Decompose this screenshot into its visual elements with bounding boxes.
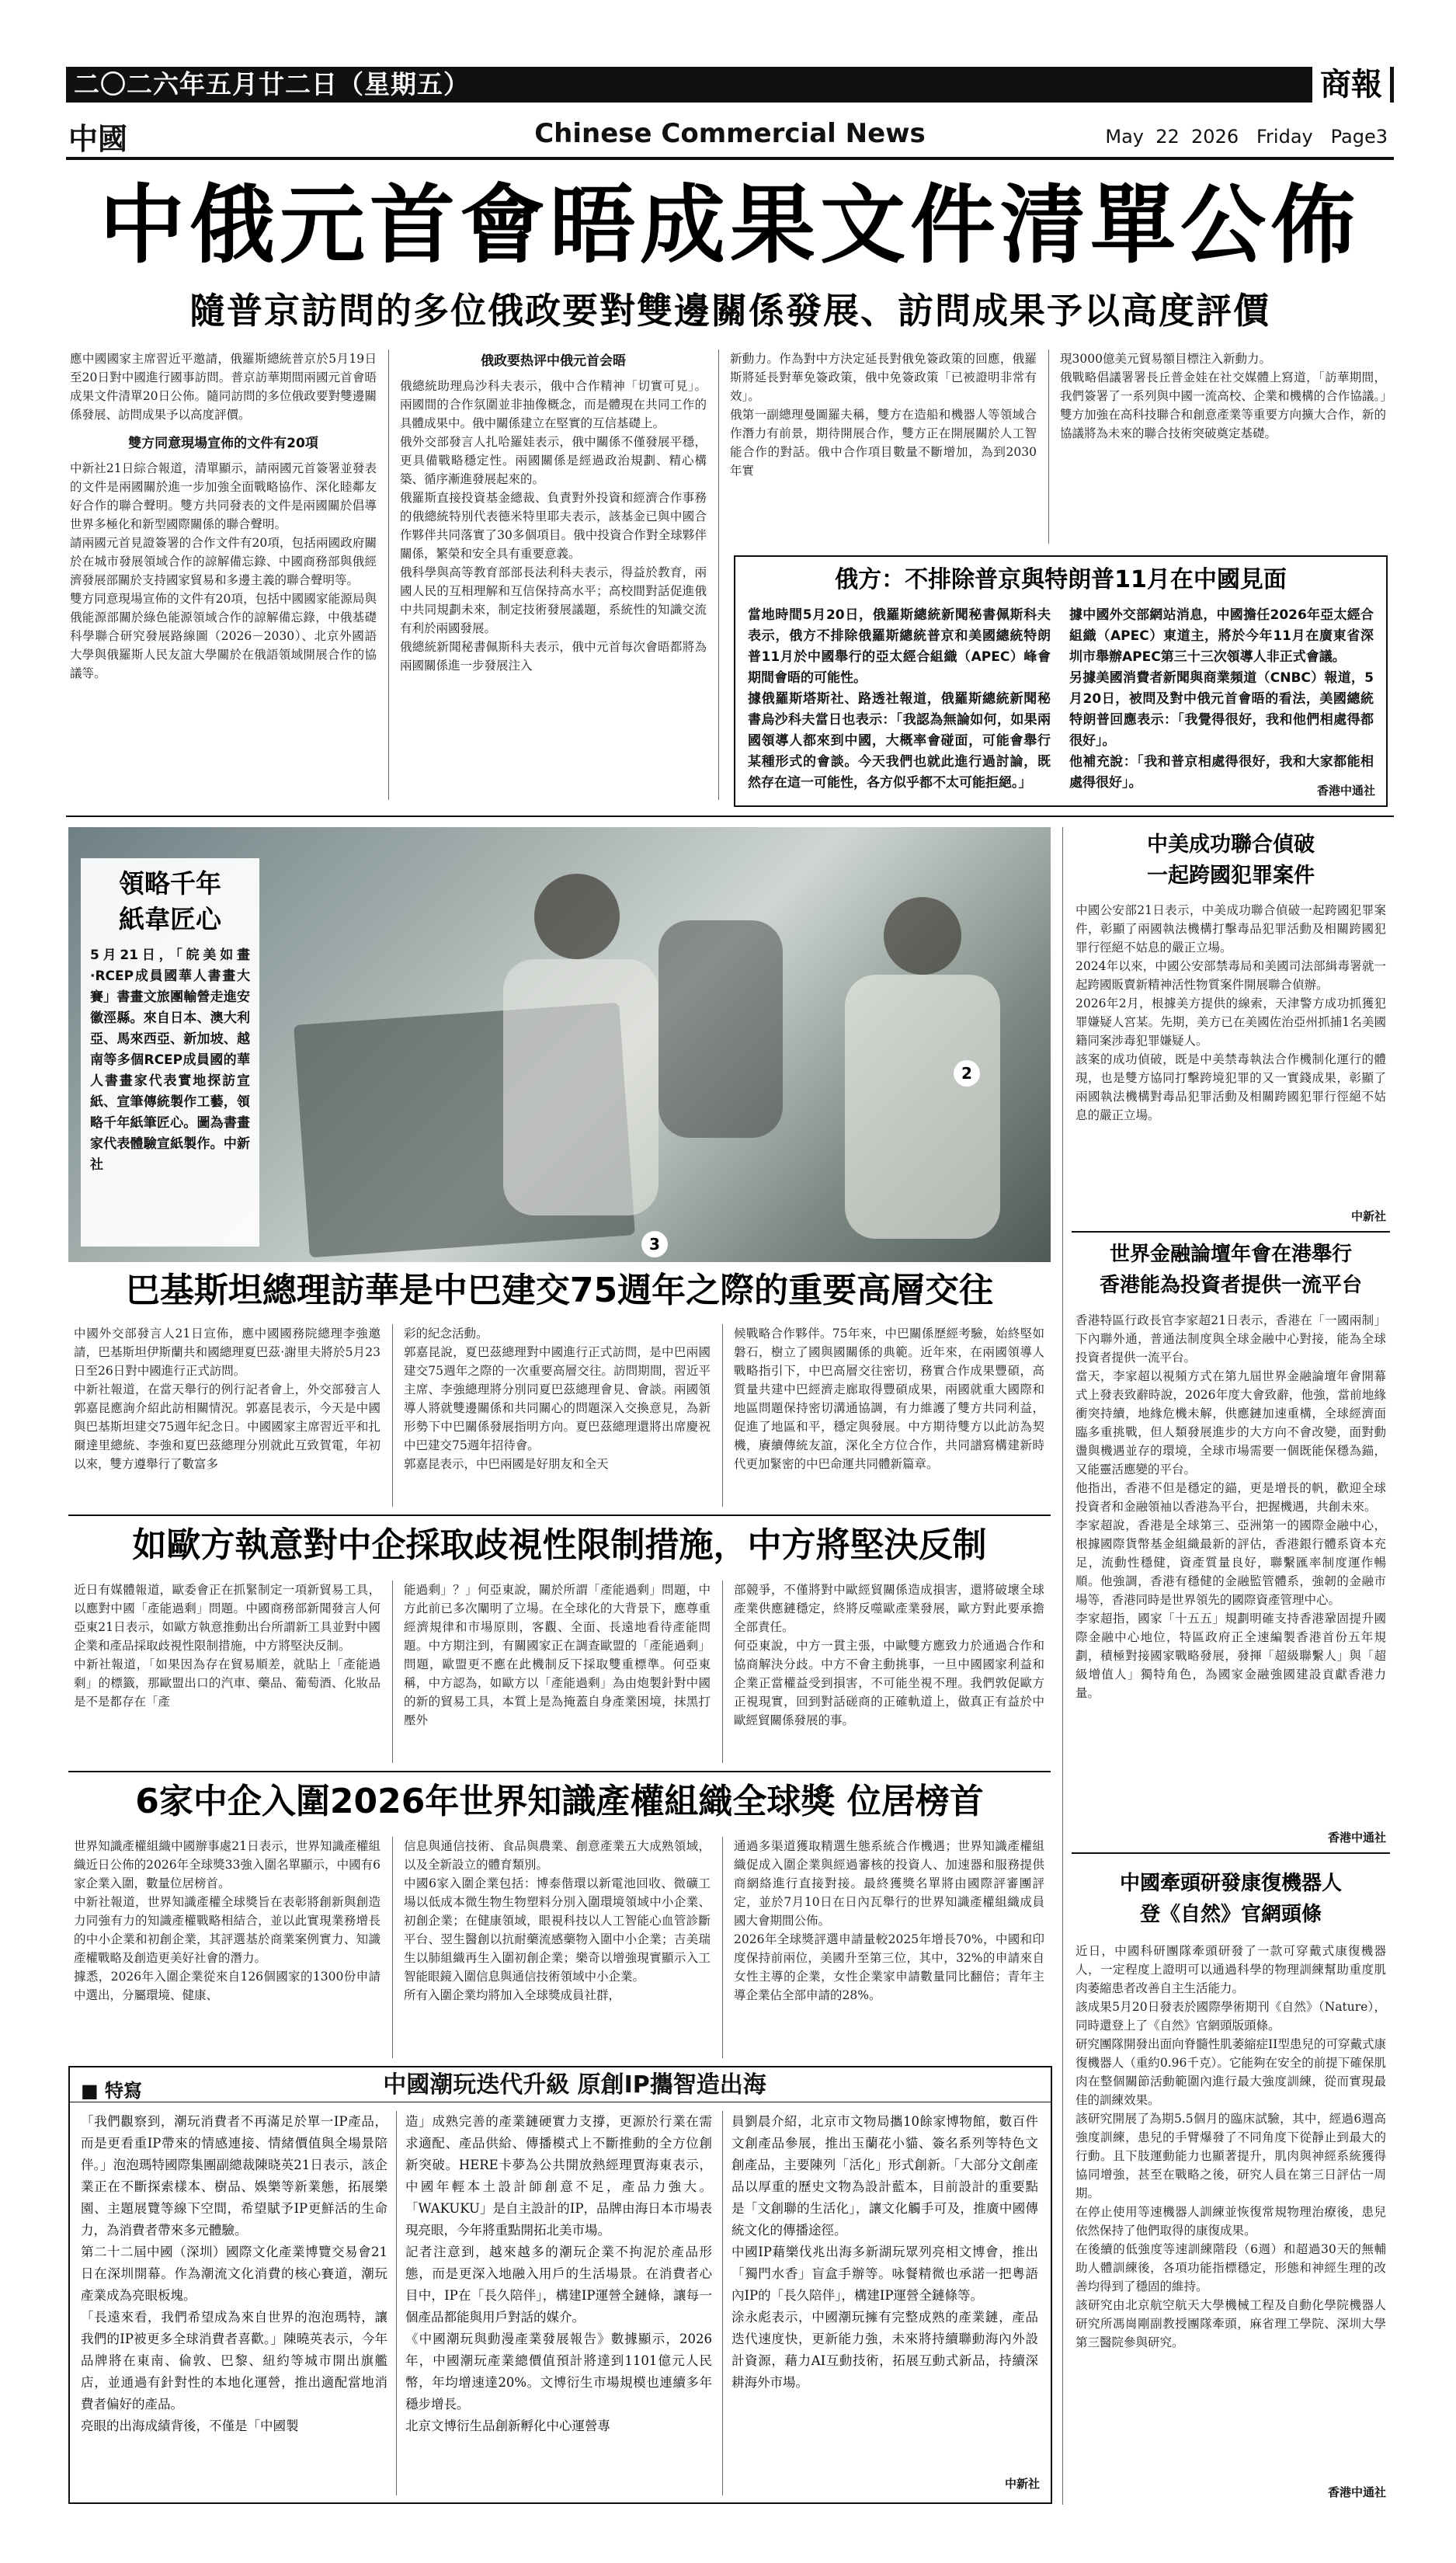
column-divider xyxy=(392,1324,393,1507)
section-name: 中國 xyxy=(68,122,128,156)
lead-body-2: 俄總統助理烏沙科夫表示，俄中合作精神「切實可見」。兩國間的合作氛圍並非抽像概念，而是體現在共同工作的具體成果中。俄中關係建立在堅實的互信基礎上。 俄外交部發言人扎哈羅娃表示，俄中關係不僅發展平穩，更具備戰略穩定性。兩國關係是經過政治規劃、精心構築、循序漸進發展起來的。 俄羅斯直接投資基金總裁、負責對外投資和經濟合作事務的俄總統特別代表德米特里耶夫表示，該基金已與中國合作夥伴共同落實了30多個項目。俄中投資合作對全球夥伴關係，繁榮和安全具有重要意義。 俄科學與高等教育部部長法利科夫表示，得益於教育，兩國人民的互相理解和互信保持高水平；高校間對話促進俄中共同規劃未來，制定技術發展議題，系統性的知識交流有利於兩國發展。 俄總統新聞秘書佩斯科夫表示，俄中元首每次會晤都將為兩國關係進一步發展注入 xyxy=(400,379,707,673)
special-feature-tag-label: 特寫 xyxy=(105,2080,143,2102)
photo-caption xyxy=(81,858,259,1247)
lead-column-2 xyxy=(400,350,707,675)
column-divider xyxy=(718,350,719,800)
special-body-2: 造」成熟完善的產業鏈硬實力支撐，更源於行業在需求適配、產品供給、傳播模式上不斷推動的全方位創新突破。HERE卡夢為公共開放熱經理賈海東表示，中國年輕本土設計師創意不足，產品力強大。「WAKUKU」是自主設計的IP，品牌由海日本市場表現亮眼，今年將重點開拓北美市場。 記者注意到，越來越多的潮玩企業不拘泥於產品形態，而是更深入地融入用戶的生活場景。在消費者心目中，IP在「長久陪伴」，構建IP運營全鏈條，讓每一個產品都能與用戶對話的媒介。 《中國潮玩與動漫產業發展報告》數據顯示，2026年，中國潮玩產業總價值預計將達到1101億元人民幣，年均增速達20%。文博衍生市場規模也連續多年穩步增長。 北京文博衍生品創新孵化中心運營專 xyxy=(405,2114,712,2433)
wipo-body-3: 通過多渠道獲取精選生態系統合作機遇；世界知識產權組織促成入圍企業與經過審核的投資人、加速器和服務提供商網絡進行直接對接。最終獲獎名單將由國際評審團評定，並於7月10日在日內瓦舉行的世界知識產權組織成員國大會期間公佈。 2026年全球獎評選申請量較2025年增長70%，中國和印度保持前兩位，美國升至第三位，其中，32%的申請來自女性主導的企業，女性企業家申請數量同比翻倍；青年主導企業佔全部申請的28%。 xyxy=(734,1839,1044,2002)
eu-body-1: 近日有媒體報道，歐委會正在抓緊制定一項新貿易工具，以應對中國「產能過剩」問題。中國商務部新聞發言人何亞東21日表示，如歐方執意推動出台所謂新工具並對中國企業和產品採取歧視性限制措施，中方將堅決反制。 中新社報道，「如果因為存在貿易順差，就貼上「產能過剩」的標籤，那歐盟出口的汽車、藥品、葡萄酒、化妝品是不是都存在「產 xyxy=(74,1583,381,1709)
wipo-body-2: 信息與通信技術、食品與農業、創意產業五大成熟領域，以及全新設立的體育類別。 中國6家入圍企業包括：博泰偕環以新電池回收、微礦工場以低成本微生物生物塑料分別入圍環境領域中小企業、初創企業；在健康領域，眼視科技以人工智能心血管診斷平台、翌生醫創以抗耐藥流感藥物入圍中小企業；吉美瑞生以肺組織再生入圍初創企業；樂奇以增強現實顯示入工智能眼鏡入圍信息與通信技術領域中小企業。 所有入圍企業均將加入全球獎成員社群， xyxy=(404,1839,711,2002)
special-body-3: 員劉晨介紹，北京市文物局攜10餘家博物館，數百件文創產品參展，推出玉蘭花小貓、簽名系列等特色文創產品，主要陳列「活化」形式創新。「大部分文創產品以厚重的歷史文物為設計藍本，目前設計的重要點是「文創聯的生活化」，讓文化觸手可及，推廣中國傳統文化的傳播途徑。 中國IP藉樂伐兆出海多新湖玩眾列亮相文博會，推出「獨門水香」盲盒手辦等。咏餐精微也承諾一把粵語內IP的「長久陪伴」，構建IP運營全鏈條等。 涂永彪表示，中國潮玩擁有完整成熟的產業鏈，產品迭代速度快，更新能力強，未來將持續聯動海內外設計資源，藉力AI互動技術，拓展互動式新品，持續深耕海外市場。 xyxy=(731,2114,1038,2390)
photo-caption-text: 5月21日，「皖美如畫·RCEP成員國華人書畫大賽」書畫文旅團輸營走進安徽涇縣。來自日本、澳大利亞、馬來西亞、新加坡、越南等多個RCEP成員國的華人書畫家代表實地探訪宣紙、宣筆傳統製作工藝，領略千年紙筆匠心。圖為書畫家代表體驗宣紙製作。中新社 xyxy=(90,948,250,1173)
section-rule xyxy=(1072,1231,1390,1233)
pakistan-body-3: 候戰略合作夥伴。75年來，中巴關係歷經考驗，始終堅如磐石，樹立了國與國關係的典範。近年來，在兩國領導人戰略指引下，中巴高層交往密切，務實合作成果豐碩，高質量共建中巴經濟走廊取得豐碩成果，兩國就重大國際和地區問題保持密切溝通協調，有力維護了雙方共同利益，促進了地區和平，穩定與發展。中方期待雙方以此訪為契機，賡續傳統友誼，深化全方位合作，共同譜寫構建新時代更加緊密的中巴命運共同體新篇章。 xyxy=(734,1327,1044,1471)
special-feature-tag: ■ 特寫 xyxy=(81,2080,143,2102)
lead-intro: 應中國國家主席習近平邀請，俄羅斯總統普京於5月19日至20日對中國進行國事訪問。普京訪華期間兩國元首會晤成果文件清單20日公佈。隨同訪問的多位俄政要對雙邊關係發展、訪問成果予以高度評價。 xyxy=(70,352,377,422)
lead-body-4: 現3000億美元貿易額目標注入新動力。 俄戰略倡議署署長丘普金娃在社交媒體上寫道，「訪華期間，我們簽署了一系列與中國一流高校、企業和機構的合作協議。」雙方加強在高科技聯合和創意產業等重要方向擴大合作，新的協議將為未來的聯合技術突破奠定基礎。 xyxy=(1060,352,1386,440)
eu-headline: 如歐方執意對中企採取歧視性限制措施，中方將堅決反制 xyxy=(132,1525,987,1565)
column-divider xyxy=(722,1581,723,1763)
hk-forum-headline: 世界金融論壇年會在港舉行 香港能為投資者提供一流平台 xyxy=(1099,1243,1362,1297)
section-rule xyxy=(68,1771,1051,1772)
putin-trump-right: 據中國外交部網站消息，中國擔任2026年亞太經合組織（APEC）東道主，將於今年11月在廣東省深圳市舉辦APEC第三十三次領導人非正式會議。 另據美國消費者新聞與商業頻道（CNBC）報道，5月20日，被問及對中俄元首會晤的看法，美國總統特朗普回應表示：「我覺得很好，我和他們相處得都很好」。 他補充說：「我和普京相處得很好，我和大家都能相處得很好」。 xyxy=(1069,607,1374,791)
robot-headline: 中國牽頭研發康復機器人 登《自然》官網頭條 xyxy=(1119,1872,1342,1926)
page-info: May 22 2026 Friday Page3 xyxy=(1105,126,1388,148)
special-feature-box xyxy=(68,2066,1052,2504)
column-divider xyxy=(722,1837,723,2058)
lead-body-1: 中新社21日綜合報道，清單顯示，請兩國元首簽署並發表的文件是兩國關於進一步加強全面戰略協作、深化睦鄰友好合作的聯合聲明。雙方共同發表的文件是兩國關於倡導世界多極化和新型國際關係的聯合聲明。 請兩國元首見證簽署的合作文件有20項，包括兩國政府關於在城市發展領域合作的諒解備忘錄、中國商務部與俄經濟發展部關於支持國家貿易和多邊主義的聯合聲明等。 雙方同意現場宣佈的文件有20項，包括中國國家能源局與俄能源部關於綠色能源領域合作的諒解備忘錄，中俄基礎科學聯合研究發展路線圖（2026－2030）、北京外國語大學與俄羅斯人民友誼大學關於在俄語領域開展合作的協議等。 xyxy=(70,461,377,680)
photo-caption-title: 領略千年 紙韋匠心 xyxy=(119,868,221,934)
eu-body-2: 能過剩」？」何亞東說，關於所謂「產能過剩」問題，中方此前已多次闡明了立場。在全球化的大背景下，應尊重經濟規律和市場原則，客觀、全面、長遠地看待產能問題。中方期注到，有關國家正在調查歐盟的「產能過剩」問題，歐盟更不應在此機制反下採取雙重標準。何亞東稱，中方認為，如歐方以「產能過剩」為由炮製針對中國的新的貿易工具，本質上是為掩蓋自身產業困境，抹黑打壓外 xyxy=(404,1583,711,1727)
hk-forum-body: 香港特區行政長官李家超21日表示，香港在「一國兩制」下內聯外通，普通法制度與全球金融中心對接，能為全球投資者提供一流平台。 當天，李家超以視頻方式在第九屆世界金融論壇年會開幕式上發表致辭時說，2026年度大會致辭，他強，當前地緣衝突持續，地緣危機未解，供應鏈加速重構，全球經濟面臨多重挑戰，但人類發展進步的大方向不會改變，面對動盪與機遇並存的環境，全球市場需要一個既能保穩為錨，又能靈活應變的平台。 他指出，香港不但是穩定的錨，更是增長的帆，歡迎全球投資者和金融領袖以香港為平台，把握機遇，共創未來。 李家超說，香港是全球第三、亞洲第一的國際金融中心，根據國際貨幣基金組織最新的評估，香港銀行體系資本充足，流動性穩健，資產質量良好，聯繫匯率制度運作暢順。他強調，香港有穩健的金融監管體系，強韌的金融市場等，香港同時是世界領先的國際資產管理中心。 李家超指，國家「十五五」規劃明確支持香港鞏固提升國際金融中心地位，特區政府正全速編製香港首份五年規劃，積極對接國家戰略發展，發揮「超級聯繫人」與「超級增值人」獨特角色，為國家金融強國建設貢獻香港力量。 xyxy=(1075,1313,1386,1700)
special-feature-header xyxy=(70,2067,1051,2102)
lead-column-1 xyxy=(70,350,377,683)
putin-trump-left: 當地時間5月20日，俄羅斯總統新聞秘書佩斯科夫表示，俄方不排除俄羅斯總統普京和美國總統特朗普11月於中國舉行的亞太經合組織（APEC）峰會期間會晤的可能性。 據俄羅斯塔斯社、路透社報道，俄羅斯總統新聞秘書烏沙科夫當日也表示：「我認為無論如何，如果兩國領導人都來到中國，大概率會碰面，可能會舉行某種形式的會談。今天我們也就此進行過討論，既然存在這一可能性，各方似乎都不太可能拒絕。」 xyxy=(748,607,1051,791)
lead-subheadline: 隨普京訪問的多位俄政要對雙邊關係發展、訪問成果予以高度評價 xyxy=(189,290,1270,332)
section-rule xyxy=(66,816,1394,817)
putin-trump-box xyxy=(734,555,1388,807)
column-divider xyxy=(1062,827,1063,2505)
pakistan-body-2: 彩的紀念活動。 郭嘉昆說，夏巴茲總理對中國進行正式訪問，是中巴兩國建交75週年之際的一次重要高層交往。訪問期間，習近平主席、李強總理將分別同夏巴茲總理會見、會談。兩國領導人將就雙邊關係和共同關心的問題深入交換意見，為新形勢下中巴關係發展指明方向。夏巴茲總理還將出席慶祝中巴建交75週年招待會。 郭嘉昆表示，中巴兩國是好朋友和全天 xyxy=(404,1327,711,1471)
section-rule xyxy=(68,1514,1051,1516)
column-divider xyxy=(722,1324,723,1507)
putin-trump-credit: 香港中通社 xyxy=(1316,784,1375,798)
column-divider xyxy=(388,350,389,800)
robot-body: 近日，中國科研團隊牽頭研發了一款可穿戴式康復機器人，一定程度上證明可以通過科學的物理訓練幫助重度肌肉萎縮患者改善自主生活能力。 該成果5月20日發表於國際學術期刊《自然》（Nature），同時還登上了《自然》官網頭版頭條。 研究團隊開發出面向脊髓性肌萎縮症II型患兒的可穿戴式康復機器人（重約0.96千克）。它能夠在安全的前提下確保肌肉在整個關節活動範圍內進行最大強度訓練，從而實現最佳的訓練效果。 該研究開展了為期5.5個月的臨床試驗，其中，經過6週高強度訓練，患兒的手臂爆發了不同角度下從靜止到最大的行動。且下肢運動能力也顯著提升，肌肉與神經系統獲得協同增強，甚至在戰略之後，研究人員在第三日評估一周期。 在停止使用等速機器人訓練並恢復常規物理治療後，患兒依然保持了他們取得的康復成果。 在後續的低強度等速訓練階段（6週）和超過30天的無輔助人體訓練後，各項功能指標穩定，形態和神經生理的改善均得到了穩固的維持。 該研究由北京航空航天大學機械工程及自動化學院機器人研究所馮崗剛副教授團隊牽頭，麻省理工學院、深圳大學第三醫院參與研究。 xyxy=(1075,1944,1386,2349)
person-body-shape xyxy=(659,920,783,1138)
person-body-shape xyxy=(845,975,1000,1239)
special-feature-headline: 中國潮玩迭代升級 原創IP攜智造出海 xyxy=(383,2071,766,2099)
lead-body-3: 新動力。作為對中方決定延長對俄免簽政策的回應，俄羅斯將延長對華免簽政策，俄中免簽政策「已被證明非常有效」。 俄第一副總理曼圖羅夫稱，雙方在造船和機器人等領域合作潛力有前景，期待開展合作，雙方正在開展關於人工智能合作的對話。俄中合作項目數量不斷增加，為到2030年實 xyxy=(730,352,1037,478)
masthead-brand: 商報 xyxy=(1312,64,1390,105)
special-credit: 中新社 xyxy=(1004,2477,1040,2491)
crime-credit: 中新社 xyxy=(1350,1209,1386,1223)
section-rule xyxy=(1072,1852,1390,1854)
hk-forum-credit: 香港中通社 xyxy=(1327,1831,1386,1845)
person-head-shape xyxy=(534,874,620,959)
masthead-date: 二〇二六年五月廿二日（星期五） xyxy=(74,69,470,99)
person-body-shape xyxy=(503,959,659,1215)
masthead-rule xyxy=(66,157,1394,160)
paper-name: Chinese Commercial News xyxy=(534,118,926,149)
feature-photo xyxy=(68,827,1051,1262)
person-head-shape xyxy=(884,897,961,975)
column-divider xyxy=(396,2111,397,2495)
photo-marker: 3 xyxy=(641,1231,668,1257)
column-divider xyxy=(392,1581,393,1763)
lead-headline: 中俄元首會晤成果文件清單公佈 xyxy=(99,176,1360,275)
crime-headline: 中美成功聯合偵破 一起跨國犯罪案件 xyxy=(1147,833,1315,888)
pakistan-headline: 巴基斯坦總理訪華是中巴建交75週年之際的重要高層交往 xyxy=(125,1271,994,1310)
eu-body-3: 部競爭，不僅將對中歐經貿關係造成損害，還將破壞全球產業供應鏈穩定，終將反噬歐產業發展，歐方對此要承擔全部責任。 何亞東說，中方一貫主張，中歐雙方應致力於通過合作和協商解決分歧。中方不會主動挑事，一旦中國國家利益和企業正當權益受到損害，不可能坐視不理。我們敦促歐方正視現實，回到對話磋商的正確軌道上，做真正有益於中歐經貿關係發展的事。 xyxy=(734,1583,1044,1727)
lead-subhead-1: 雙方同意現場宣佈的文件有20項 xyxy=(128,436,318,451)
wipo-body-1: 世界知識產權組織中國辦事處21日表示，世界知識產權組織近日公佈的2026年全球獎33強入圍名單顯示，中國有6家企業入圍，數量位居榜首。 中新社報道，世界知識產權全球獎旨在表彰將創新與創造力同強有力的知識產權戰略相結合，並以此實現業務增長的中小企業和初創企業，其評選基於商業案例實力、知識產權戰略及創造更美好社會的潛力。 據悉，2026年入圍企業從來自126個國家的1300份申請中選出，分屬環境、健康、 xyxy=(74,1839,381,2002)
crime-body: 中國公安部21日表示，中美成功聯合偵破一起跨國犯罪案件，彰顯了兩國執法機構打擊毒品犯罪活動及相關跨國犯罪行徑絕不姑息的嚴正立場。 2024年以來，中國公安部禁毒局和美國司法部緝毒署就一起跨國販賣新精神活性物質案件開展聯合偵辦。 2026年2月，根據美方提供的線索，天津警方成功抓獲犯罪嫌疑人宮某。先期，美方已在美國佐治亞州抓捕1名美國籍同案涉毒犯罪嫌疑人。 該案的成功偵破，既是中美禁毒執法合作機制化運行的體現，也是雙方協同打擊跨境犯罪的又一實錢成果，彰顯了兩國執法機構對毒品犯罪活動及相關跨國犯罪行徑絕不姑息的嚴正立場。 xyxy=(1075,903,1386,1122)
wipo-headline: 6家中企入圍2026年世界知識產權組織全球獎 位居榜首 xyxy=(135,1782,984,1821)
robot-credit: 香港中通社 xyxy=(1327,2485,1386,2499)
column-divider xyxy=(722,2111,723,2495)
column-divider xyxy=(392,1837,393,2058)
putin-trump-headline: 俄方：不排除普京與特朗普11月在中國見面 xyxy=(835,566,1287,593)
photo-marker: 2 xyxy=(954,1060,980,1087)
lead-subhead-2: 俄政要热评中俄元首会晤 xyxy=(481,353,626,369)
column-divider xyxy=(1048,350,1049,544)
special-body-1: 「我們觀察到，潮玩消費者不再滿足於單一IP產品，而是更看重IP帶來的情感連接、情緒價值與全場景陪伴。」泡泡瑪特國際集團副總裁陳晓英21日表示，該企業正在不斷探索樣本、樹品、娛樂等新業態，拓展樂園、主題展覽等線下空間，希望賦予IP更鮮活的生命力，為消費者帶來多元體驗。 第二十二屆中國（深圳）國際文化產業博覽交易會21日在深圳開幕。作為潮流文化消費的核心賽道，潮玩產業成為亮眼板塊。 「長遠來看，我們希望成為來自世界的泡泡瑪特，讓我們的IP被更多全球消費者喜歡。」陳曉英表示，今年品牌將在東南、倫敦、巴黎、紐約等城市開出旗艦店，並通過有針對性的本地化運營，推出適配當地消費者偏好的產品。 亮眼的出海成績背後，不僅是「中國製 xyxy=(81,2114,387,2433)
pakistan-body-1: 中國外交部發言人21日宣佈，應中國國務院總理李強邀請，巴基斯坦伊斯蘭共和國總理夏巴茲·謝里夫將於5月23日至26日對中國進行正式訪問。 中新社報道，在當天舉行的例行記者會上，外交部發言人郭嘉昆應詢介紹此訪相關情況。郭嘉昆表示，今天是中國與巴基斯坦建交75週年紀念日。中國國家主席習近平和扎爾達里總統、李強和夏巴茲總理分別就此互致賀電，年初以來，雙方遵舉行了數富多 xyxy=(74,1327,381,1471)
